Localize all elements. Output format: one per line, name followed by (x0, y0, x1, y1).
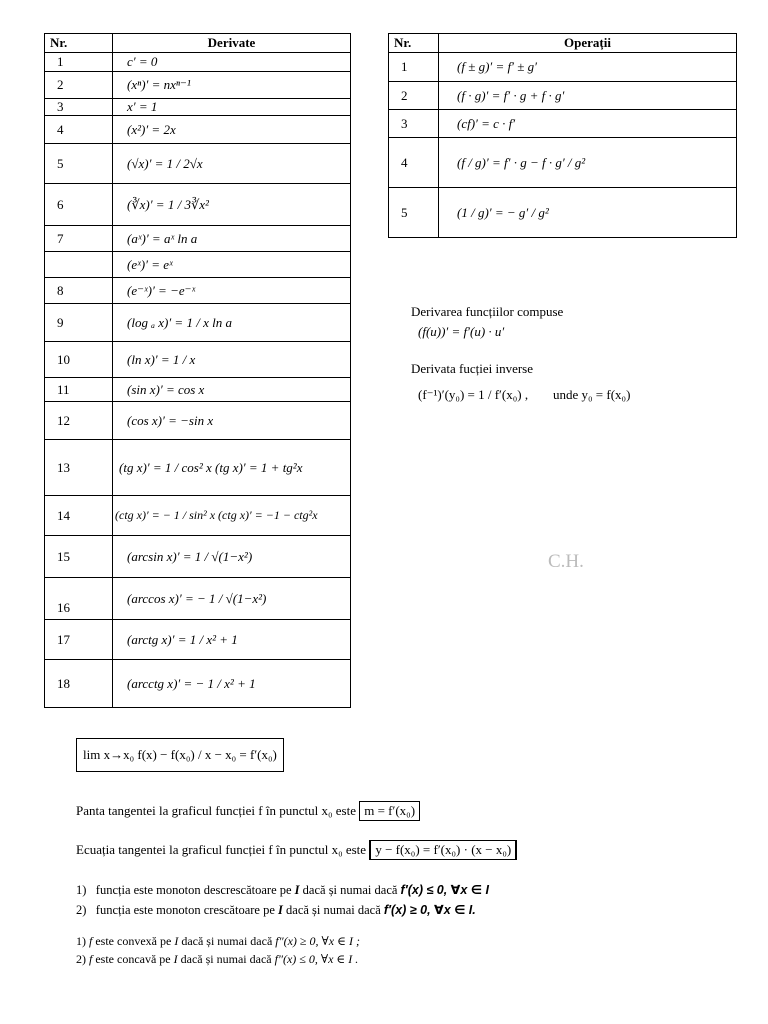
derivative-formula: (arctg x)′ = 1 / x² + 1 (113, 620, 351, 660)
interval-label: I (278, 903, 283, 917)
table-row (389, 188, 737, 238)
panta-formula-box: m = f′(x₀) (359, 801, 420, 821)
row-number (45, 252, 113, 278)
operatii-header-title: Operații (439, 34, 737, 53)
convex-item (76, 952, 358, 967)
derivative-formula: (eˣ)′ = eˣ (113, 252, 351, 278)
table-row (45, 620, 351, 660)
table-row (45, 252, 351, 278)
table-row (45, 72, 351, 99)
table-row (45, 304, 351, 342)
table-row (389, 110, 737, 138)
monoton-mid: dacă și numai dacă (282, 903, 384, 917)
row-number: 15 (45, 536, 113, 578)
row-number: 1 (389, 53, 439, 82)
convex-item (76, 934, 360, 949)
derivate-header-row (45, 34, 351, 53)
row-number: 4 (45, 116, 113, 144)
derivative-formula: (aˣ)′ = aˣ ln a (113, 226, 351, 252)
list-number: 1) (76, 883, 87, 897)
ecuatia-formula-box: y − f(x₀) = f′(x₀) · (x − x₀) (369, 840, 517, 860)
limit-formula-box (76, 738, 284, 772)
operatii-header-row (389, 34, 737, 53)
table-row (389, 82, 737, 110)
row-number: 7 (45, 226, 113, 252)
table-row (45, 578, 351, 620)
row-number: 2 (389, 82, 439, 110)
watermark: C.H. (548, 551, 584, 572)
convex-text: este concavă pe (92, 952, 174, 966)
derivative-formula: (arcctg x)′ = − 1 / x² + 1 (113, 660, 351, 708)
table-row (389, 138, 737, 188)
table-row (45, 226, 351, 252)
table-row (45, 184, 351, 226)
panta-line (76, 801, 420, 821)
row-number: 8 (45, 278, 113, 304)
inversa-formula: (f⁻¹)′(y₀) = 1 / f′(x₀) , (418, 387, 529, 402)
list-number: 1) (76, 934, 86, 948)
derivative-formula: (x²)′ = 2x (113, 116, 351, 144)
table-row (45, 53, 351, 72)
derivative-formula: x′ = 1 (113, 99, 351, 116)
monoton-text: funcția este monoton crescătoare pe (95, 903, 279, 917)
row-number: 3 (389, 110, 439, 138)
ecuatia-line (76, 840, 517, 860)
monoton-item (76, 882, 489, 898)
table-row (45, 440, 351, 496)
row-number: 5 (389, 188, 439, 238)
convex-mid: dacă și numai dacă (177, 952, 275, 966)
derivate-table (44, 33, 351, 708)
derivative-formula: (ln x)′ = 1 / x (113, 342, 351, 378)
row-number: 3 (45, 99, 113, 116)
function-label: f (89, 934, 93, 948)
row-number: 12 (45, 402, 113, 440)
derivative-formula: (xⁿ)′ = nxⁿ⁻¹ (113, 72, 351, 99)
row-number: 10 (45, 342, 113, 378)
table-row (45, 116, 351, 144)
list-number: 2) (76, 903, 87, 917)
table-row (45, 536, 351, 578)
table-row (45, 99, 351, 116)
derivative-formula: (arcsin x)′ = 1 / √(1−x²) (113, 536, 351, 578)
inversa-where: unde y₀ = f(x₀) (553, 387, 631, 402)
operation-formula: (cf)′ = c · f′ (439, 110, 737, 138)
interval-label: I (294, 883, 300, 897)
panta-text: Panta tangentei la graficul funcției f în punctul x₀ este (76, 803, 356, 818)
table-row (45, 402, 351, 440)
row-number: 14 (45, 496, 113, 536)
row-number: 2 (45, 72, 113, 99)
derivative-formula: (ctg x)′ = − 1 / sin² x (ctg x)′ = −1 − ctg²x (113, 496, 351, 536)
table-row (45, 378, 351, 402)
operation-formula: (1 / g)′ = − g′ / g² (439, 188, 737, 238)
derivative-formula: c′ = 0 (113, 53, 351, 72)
operation-formula: (f · g)′ = f′ · g + f · g′ (439, 82, 737, 110)
operation-formula: (f / g)′ = f′ · g − f · g′ / g² (439, 138, 737, 188)
inversa-title: Derivata fucției inverse (411, 361, 533, 376)
operatii-header-nr: Nr. (389, 34, 439, 53)
row-number: 9 (45, 304, 113, 342)
convex-condition: f″(x) ≥ 0, ∀x ∈ I ; (275, 934, 360, 948)
row-number: 6 (45, 184, 113, 226)
interval-label: I (173, 952, 178, 966)
derivative-formula: (√x)′ = 1 / 2√x (113, 144, 351, 184)
derivative-formula: (sin x)′ = cos x (113, 378, 351, 402)
interval-label: I (174, 934, 179, 948)
operation-formula: (f ± g)′ = f′ ± g′ (439, 53, 737, 82)
derivative-formula: (∛x)′ = 1 / 3∛x² (113, 184, 351, 226)
monoton-condition: f′(x) ≥ 0, ∀x ∈ I. (383, 903, 476, 917)
derivative-formula: (cos x)′ = −sin x (113, 402, 351, 440)
convex-condition: f″(x) ≤ 0, ∀x ∈ I . (274, 952, 359, 966)
derivative-formula: (arccos x)′ = − 1 / √(1−x²) (113, 578, 351, 620)
derivative-formula: (tg x)′ = 1 / cos² x (tg x)′ = 1 + tg²x (113, 440, 351, 496)
compuse-title: Derivarea funcțiilor compuse (411, 304, 564, 319)
function-label: f (89, 952, 93, 966)
row-number: 18 (45, 660, 113, 708)
table-row (45, 144, 351, 184)
derivate-header-title: Derivate (113, 34, 351, 53)
table-row (45, 496, 351, 536)
row-number: 11 (45, 378, 113, 402)
derivate-header-nr: Nr. (45, 34, 113, 53)
ecuatia-text: Ecuația tangentei la graficul funcției f în punctul x₀ este (76, 842, 367, 857)
row-number: 17 (45, 620, 113, 660)
table-row (45, 342, 351, 378)
table-row (389, 53, 737, 82)
row-number: 13 (45, 440, 113, 496)
row-number: 4 (389, 138, 439, 188)
list-number: 2) (76, 952, 86, 966)
table-row (45, 278, 351, 304)
convex-mid: dacă și numai dacă (178, 934, 276, 948)
derivative-formula: (log ₐ x)′ = 1 / x ln a (113, 304, 351, 342)
row-number: 16 (45, 578, 113, 620)
convex-text: este convexă pe (92, 934, 175, 948)
table-row (45, 660, 351, 708)
compuse-formula: (f(u))′ = f′(u) · u′ (418, 324, 505, 339)
monoton-mid: dacă și numai dacă (299, 883, 401, 897)
monoton-item (76, 902, 476, 918)
row-number: 5 (45, 144, 113, 184)
monoton-condition: f′(x) ≤ 0, ∀x ∈ I (400, 883, 489, 897)
monoton-text: funcția este monoton descrescătoare pe (95, 883, 295, 897)
operatii-table (388, 33, 737, 238)
limit-formula: lim x→x₀ f(x) − f(x₀) / x − x₀ = f′(x₀) (83, 747, 277, 762)
row-number: 1 (45, 53, 113, 72)
derivative-formula: (e⁻ˣ)′ = −e⁻ˣ (113, 278, 351, 304)
